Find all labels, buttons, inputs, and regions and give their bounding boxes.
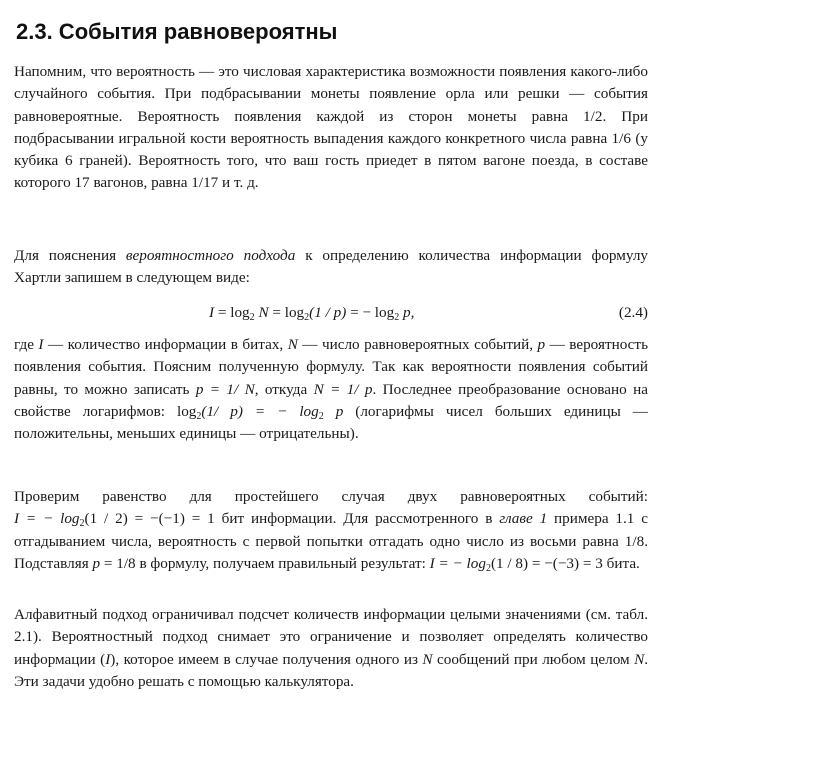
paragraph-formula-explanation bbox=[14, 334, 648, 445]
formula-part: = log bbox=[214, 304, 250, 321]
text-run: где bbox=[14, 336, 39, 353]
paragraph-alphabet-vs-probability bbox=[14, 604, 648, 693]
text-run: Проверим равенство для простейшего случая двух равновероятных событий: bbox=[14, 488, 648, 505]
inline-formula-log bbox=[430, 555, 603, 572]
formula-var: I bbox=[209, 304, 215, 321]
section-title: 2.3. События равновероятны bbox=[16, 19, 338, 44]
math-var: I bbox=[38, 336, 44, 353]
formula-part: (1 / 2) = −(−1) = 1 bbox=[84, 510, 215, 528]
text-run: бит информации. Для рассмотренного в bbox=[214, 510, 500, 528]
text-run: — количество информации в битах, bbox=[43, 336, 288, 353]
paragraph-hartley-intro bbox=[14, 245, 648, 290]
formula-var: p, bbox=[399, 304, 415, 321]
formula-sub: 2 bbox=[485, 562, 491, 574]
text-run: — вероятность появления события. Поясним полученную формулу. Так как вероятности появления событий равны, то можно записать bbox=[14, 336, 648, 398]
text-run: (логарифмы чисел больших единицы — положительны, меньших единицы — отрицательны). bbox=[14, 402, 648, 443]
inline-formula-log bbox=[177, 403, 343, 420]
text-run: , откуда bbox=[254, 380, 314, 398]
formula-expression bbox=[209, 301, 414, 325]
paragraph-verification bbox=[14, 486, 648, 575]
formula-part: log bbox=[176, 402, 197, 420]
text-run: — число равновероятных событий, bbox=[297, 336, 538, 353]
text-run: ), которое имеем в случае получения одного из bbox=[110, 650, 423, 668]
emphasis-term: вероятностного подхода bbox=[125, 247, 296, 264]
formula-part: (1 / 8) = −(−3) = 3 bbox=[490, 554, 603, 572]
formula-2-4 bbox=[14, 301, 648, 325]
inline-formula-log bbox=[14, 510, 215, 530]
formula-sub: 2 bbox=[304, 312, 310, 323]
formula-part: = log bbox=[268, 304, 305, 321]
text-run: = 1/8 в формулу, получаем правильный результат: bbox=[100, 554, 430, 572]
text-run: к определению количества информации формулу Хартли запишем в следующем виде: bbox=[14, 247, 648, 287]
math-var: N bbox=[422, 650, 433, 668]
formula-sub: 2 bbox=[318, 410, 324, 422]
chapter-ref: главе 1 bbox=[499, 510, 548, 528]
math-var: p bbox=[537, 336, 546, 353]
formula-sub: 2 bbox=[394, 312, 400, 323]
paragraph-probability-intro: Напомним, что вероятность — это числовая характеристика возможности появления какого-либо случайного события. При подбрасывании монеты появление орла или решки — события равновероятные. Вероятность появления каждой из сторон монеты равна 1/2. При подбрасывании игральной кости вероятность выпадения каждого конкретного числа равна 1/6 (у кубика 6 граней). Вероятность того, что ваш гость приедет в пятом вагоне поезда, в составе которого 17 вагонов, равна 1/17 и т. д. bbox=[14, 63, 648, 192]
formula-part: p bbox=[323, 402, 344, 420]
formula-part: (1 / p) bbox=[309, 304, 347, 321]
formula-sub: 2 bbox=[249, 312, 255, 323]
text-run: сообщений при любом целом bbox=[432, 650, 635, 668]
formula-var: N bbox=[254, 304, 269, 321]
math-var: p bbox=[92, 554, 101, 572]
formula-part: I = − log bbox=[14, 510, 80, 528]
text-run: Алфавитный подход ограничивал подсчет количеств информации целыми значениями (см. табл. 2.1). Вероятностный подход снимает это ограничение и позволяет определять количество информации ( bbox=[14, 606, 648, 668]
formula-sub: 2 bbox=[196, 410, 202, 422]
formula-part: (1/ p) = − log bbox=[201, 402, 319, 420]
text-run: . Последнее преобразование основано на свойстве логарифмов: bbox=[14, 380, 648, 420]
math-var: I bbox=[105, 650, 111, 668]
math-var: N bbox=[634, 650, 645, 668]
text-run: бита. bbox=[602, 554, 640, 572]
math-var: N bbox=[287, 336, 298, 353]
inline-formula: N = 1/ p bbox=[313, 380, 373, 398]
formula-part: I = − log bbox=[429, 554, 486, 572]
text-run: . Эти задачи удобно решать с помощью калькулятора. bbox=[14, 650, 648, 690]
formula-number: (2.4) bbox=[618, 304, 648, 321]
formula-sub: 2 bbox=[79, 518, 85, 530]
formula-part: = − log bbox=[346, 304, 395, 321]
text-run: примера 1.1 с отгадыванием числа, вероятность с первой попытки отгадать одно число из восьми равна 1/8. Подставляя bbox=[14, 510, 649, 572]
inline-formula: p = 1/ N bbox=[195, 380, 255, 398]
text-run: Для пояснения bbox=[14, 247, 126, 264]
